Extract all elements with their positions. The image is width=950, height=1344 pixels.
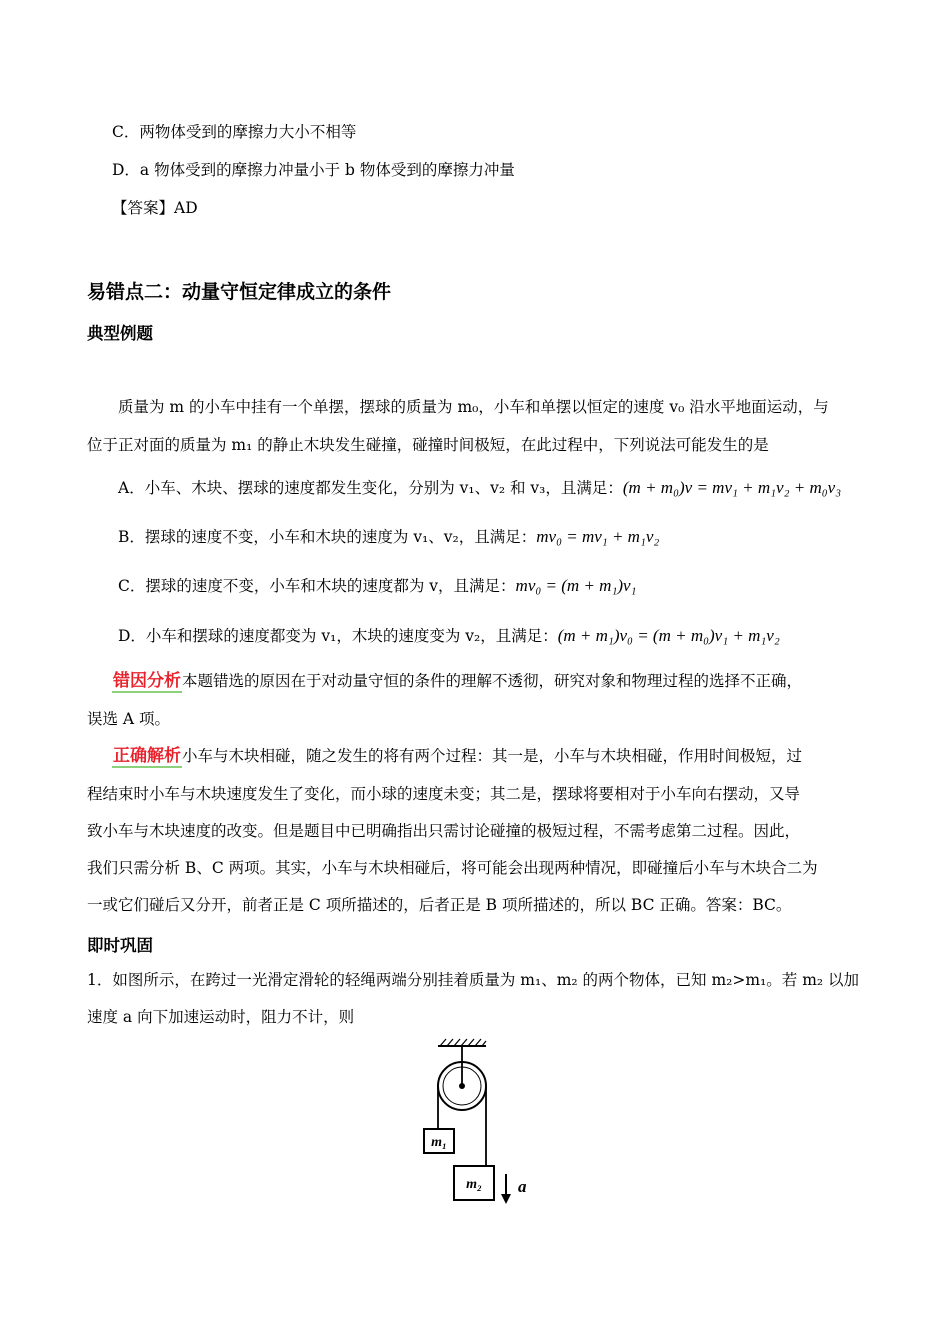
practice-q1-line1: 1．如图所示，在跨过一光滑定滑轮的轻绳两端分别挂着质量为 m₁、m₂ 的两个物体，已知 m₂>m₁。若 m₂ 以加 (87, 971, 860, 989)
answer: 【答案】AD (112, 199, 198, 217)
correct-analysis-line3: 致小车与木块速度的改变。但是题目中已明确指出只需讨论碰撞的极短过程，不需考虑第二过程。因此， (87, 822, 801, 840)
option-b-formula: mv₀ = mv₁ + m₁v₂ (536, 527, 660, 546)
option-d-text: D．小车和摆球的速度都变为 v₁，木块的速度变为 v₂，且满足： (118, 627, 558, 645)
correct-analysis-line5: 一或它们碰后又分开，前者正是 C 项所描述的，后者正是 B 项所描述的，所以 BC 正确。答案：BC。 (87, 896, 792, 914)
accel-label: a (518, 1177, 527, 1196)
example-option-d (118, 626, 780, 646)
correct-analysis-line4: 我们只需分析 B、C 两项。其实，小车与木块相碰后，将可能会出现两种情况，即碰撞后小车与木块合二为 (87, 859, 818, 877)
error-analysis-text: 本题错选的原因在于对动量守恒的条件的理解不透彻，研究对象和物理过程的选择不正确， (182, 672, 803, 690)
correct-analysis-label: 正确解析 (113, 746, 181, 766)
example-option-c (118, 576, 636, 596)
accel-arrow-head (501, 1194, 511, 1204)
correct-analysis-text: 小车与木块相碰，随之发生的将有两个过程：其一是，小车与木块相碰，作用时间极短，过 (182, 747, 803, 765)
mass-m1-label: m₁ (431, 1135, 447, 1150)
option-b-text: B．摆球的速度不变，小车和木块的速度为 v₁、v₂，且满足： (118, 528, 537, 546)
option-c-formula: mv₀ = (m + m₁)v₁ (515, 576, 637, 595)
ceiling-hatch (440, 1039, 486, 1046)
option-c: C．两物体受到的摩擦力大小不相等 (112, 123, 357, 141)
example-heading: 典型例题 (87, 324, 153, 343)
error-analysis-line2: 误选 A 项。 (87, 710, 171, 728)
error-analysis-line1 (112, 671, 802, 691)
pulley-axle (459, 1083, 465, 1089)
option-c-text: C．摆球的速度不变，小车和木块的速度都为 v，且满足： (118, 577, 516, 595)
option-d-formula: (m + m₁)v₀ = (m + m₀)v₁ + m₁v₂ (557, 626, 780, 645)
example-option-a (118, 478, 841, 498)
option-d: D．a 物体受到的摩擦力冲量小于 b 物体受到的摩擦力冲量 (112, 161, 515, 179)
section-title: 易错点二：动量守恒定律成立的条件 (87, 281, 392, 303)
example-stem-line1: 质量为 m 的小车中挂有一个单摆，摆球的质量为 m₀，小车和单摆以恒定的速度 v₀ 沿水平地面运动，与 (118, 398, 829, 416)
pulley-diagram (420, 1036, 540, 1211)
option-a-text: A．小车、木块、摆球的速度都发生变化，分别为 v₁、v₂ 和 v₃，且满足： (118, 479, 623, 497)
option-a-formula: (m + m₀)v = mv₁ + m₁v₂ + m₀v₃ (622, 478, 842, 497)
correct-analysis-line2: 程结束时小车与木块速度发生了变化，而小球的速度未变；其二是，摆球将要相对于小车向右摆动，又导 (87, 785, 801, 803)
example-stem-line2: 位于正对面的质量为 m₁ 的静止木块发生碰撞，碰撞时间极短，在此过程中，下列说法可能发生的是 (87, 436, 769, 454)
error-analysis-label: 错因分析 (113, 671, 181, 691)
example-option-b (118, 527, 659, 547)
mass-m2-label: m₂ (466, 1177, 482, 1192)
correct-analysis-line1 (112, 746, 802, 766)
practice-heading: 即时巩固 (87, 936, 153, 955)
practice-q1-line2: 速度 a 向下加速运动时，阻力不计，则 (87, 1008, 355, 1026)
